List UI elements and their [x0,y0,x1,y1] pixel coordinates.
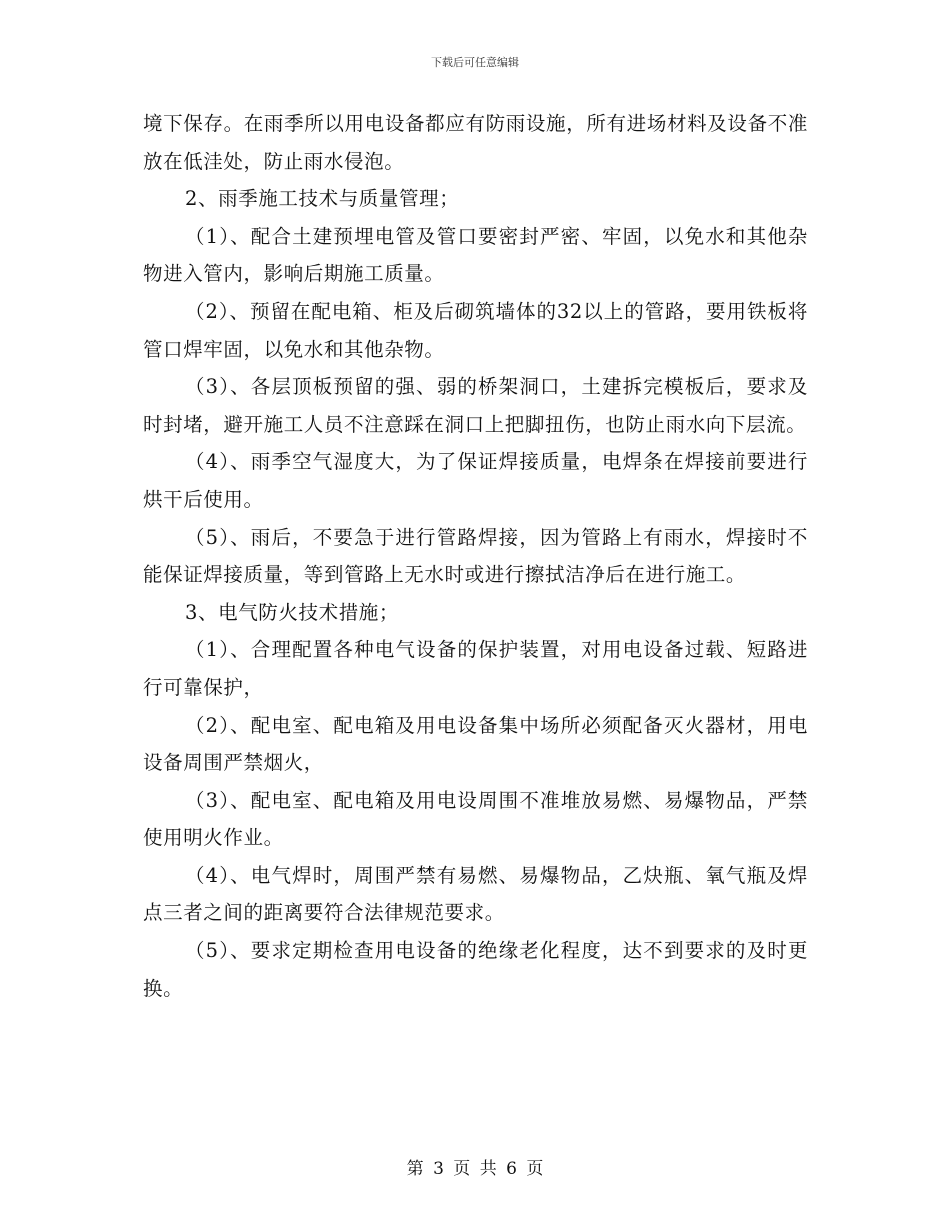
fire-item-3: （3）、配电室、配电箱及用电设周围不准堆放易燃、易爆物品，严禁使用明火作业。 [143,788,808,850]
page-number-footer: 第 3 页 共 6 页 [406,1159,544,1179]
paragraph-item-2: （2）、预留在配电箱、柜及后砌筑墙体的32以上的管路，要用铁板将管口焊牢固，以免水和其他杂物。 [143,299,808,361]
fire-item-5: （5）、要求定期检查用电设备的绝缘老化程度，达不到要求的及时更换。 [143,939,808,1000]
paragraph-item-3: （3）、各层顶板预留的强、弱的桥架洞口，土建拆完模板后，要求及时封堵，避开施工人员不注意踩在洞口上把脚扭伤，也防止雨水向下层流。 [143,375,808,436]
section-heading-rain-season: 2、雨季施工技术与质量管理； [185,187,460,211]
document-body [143,105,808,1007]
paragraph-item-4: （4）、雨季空气湿度大，为了保证焊接质量，电焊条在焊接前要进行烘干后使用。 [143,450,808,511]
fire-item-1: （1）、合理配置各种电气设备的保护装置，对用电设备过载、短路进行可靠保护， [143,638,808,699]
fire-item-4: （4）、电气焊时，周围严禁有易燃、易爆物品，乙炔瓶、氧气瓶及焊点三者之间的距离要符合法律规范要求。 [143,863,808,925]
fire-item-2: （2）、配电室、配电箱及用电设备集中场所必须配备灭火器材，用电设备周围严禁烟火， [143,713,808,775]
paragraph-item-5: （5）、雨后，不要急于进行管路焊接，因为管路上有雨水，焊接时不能保证焊接质量，等到管路上无水时或进行擦拭洁净后在进行施工。 [143,525,808,587]
paragraph-item-1: （1）、配合土建预埋电管及管口要密封严密、牢固，以免水和其他杂物进入管内，影响后期施工质量。 [143,224,808,286]
page-header: 下载后可任意编辑 [431,56,519,69]
section-heading-fire-prevention: 3、电气防火技术措施； [185,600,400,624]
paragraph-continuation: 境下保存。在雨季所以用电设备都应有防雨设施，所有进场材料及设备不准放在低洼处，防止雨水侵泡。 [143,112,808,173]
